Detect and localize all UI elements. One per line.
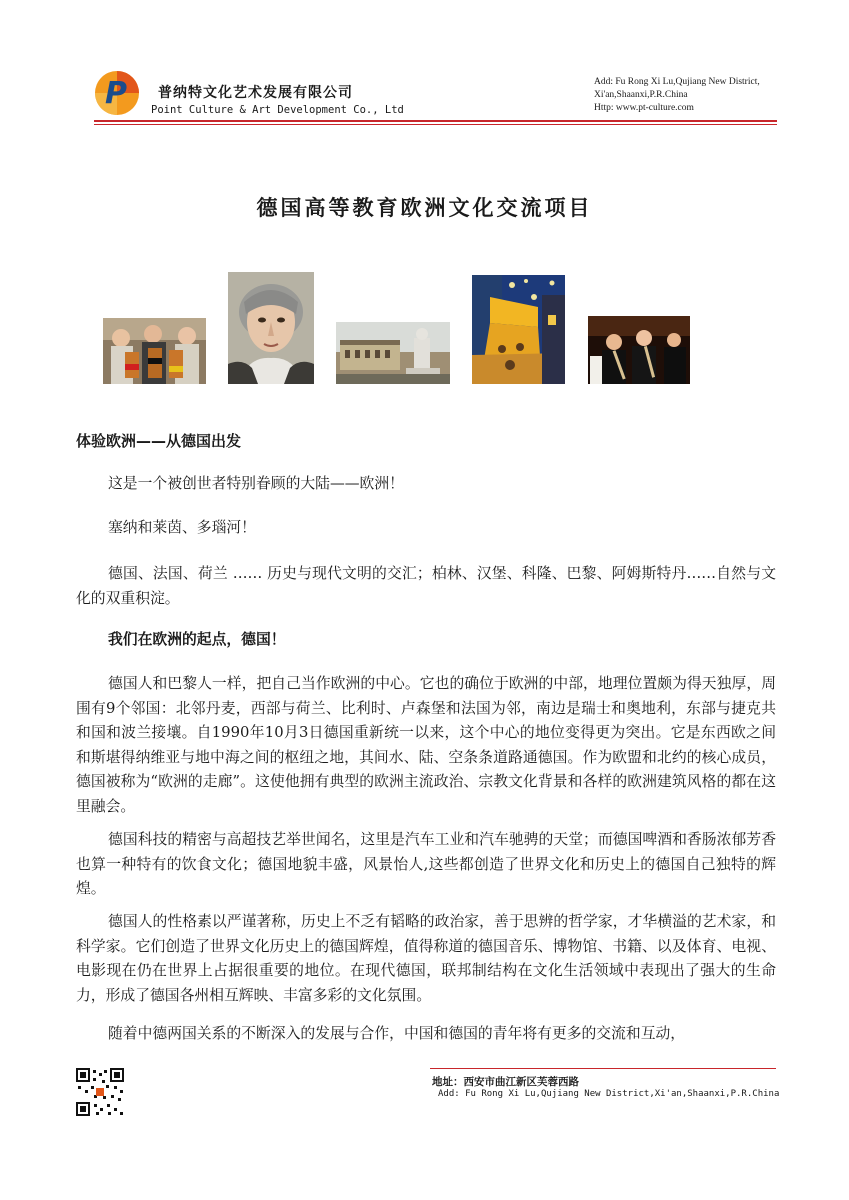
paragraph-3: 德国、法国、荷兰 …… 历史与现代文明的交汇；柏林、汉堡、科隆、巴黎、阿姆斯特丹……自然与文化的双重积淀。 [76, 565, 776, 607]
website-link[interactable]: Http: www.pt-culture.com [594, 103, 694, 113]
paragraph-8: 随着中德两国关系的不断深入的发展与合作，中国和德国的青年将有更多的交流和互动， [108, 1025, 686, 1042]
paragraph-1: 这是一个被创世者特别眷顾的大陆——欧洲！ [108, 475, 404, 492]
footer-address-cn: 地址：西安市曲江新区芙蓉西路 [432, 1076, 579, 1088]
company-name-en: Point Culture & Art Development Co., Ltd [151, 104, 404, 116]
address-line-2: Xi'an,Shaanxi,P.R.China [594, 90, 688, 100]
company-logo [94, 70, 140, 116]
document-title: 德国高等教育欧洲文化交流项目 [256, 195, 593, 220]
paragraph-7: 德国人的性格素以严谨著称，历史上不乏有韬略的政治家，善于思辨的哲学家，才华横溢的艺术家，和科学家。它们创造了世界文化历史上的德国辉煌，值得称道的德国音乐、博物馆、书籍、以及体育、电视、电影现在仍在世界上占据很重要的地位。在现代德国，联邦制结构在文化生活领域中表现出了强大的生命力，形成了德国各州相互辉映、丰富多彩的文化氛围。 [76, 913, 776, 1004]
photo-beer-toast [103, 318, 206, 384]
footer-divider [430, 1068, 776, 1069]
header-divider-thin [94, 124, 777, 125]
logo-letter: P [105, 76, 127, 111]
paragraph-2: 塞纳和莱茵、多瑙河！ [108, 519, 256, 536]
header-divider [94, 120, 777, 122]
header-address [594, 76, 760, 115]
address-line-1: Add: Fu Rong Xi Lu,Qujiang New District, [594, 77, 760, 87]
photo-orchestra [588, 316, 690, 384]
company-name-cn: 普纳特文化艺术发展有限公司 [158, 85, 353, 101]
section-heading: 体验欧洲——从德国出发 [76, 432, 242, 450]
paragraph-4-subheading: 我们在欧洲的起点，德国！ [108, 631, 286, 648]
paragraph-6: 德国科技的精密与高超技艺举世闻名，这里是汽车工业和汽车驰骋的天堂；而德国啤酒和香肠浓郁芳香也算一种特有的饮食文化；德国地貌丰盛，风景怡人,这些都创造了世界文化和历史上的德国自己独特的辉煌。 [76, 831, 776, 897]
footer-address-en: Add: Fu Rong Xi Lu,Qujiang New District,Xi'an,Shaanxi,P.R.China [438, 1089, 780, 1099]
photo-cafe-terrace-painting [472, 275, 565, 384]
qr-code [76, 1068, 124, 1116]
photo-university-building [336, 322, 450, 384]
paragraph-5: 德国人和巴黎人一样，把自己当作欧洲的中心。它也的确位于欧洲的中部，地理位置颇为得天独厚，周围有9个邻国：北邻丹麦，西部与荷兰、比利时、卢森堡和法国为邻，南边是瑞士和奥地利，东部与捷克共和国和波兰接壤。自1990年10月3日德国重新统一以来，这个中心的地位变得更为突出。它是东西欧之间和斯堪得纳维亚与地中海之间的枢纽之地，其间水、陆、空条条道路通德国。作为欧盟和北约的核心成员，德国被称为“欧洲的走廊”。这使他拥有典型的欧洲主流政治、宗教文化背景和各样的欧洲建筑风格的都在这里融会。 [76, 675, 776, 815]
photo-goethe-portrait [228, 272, 314, 384]
